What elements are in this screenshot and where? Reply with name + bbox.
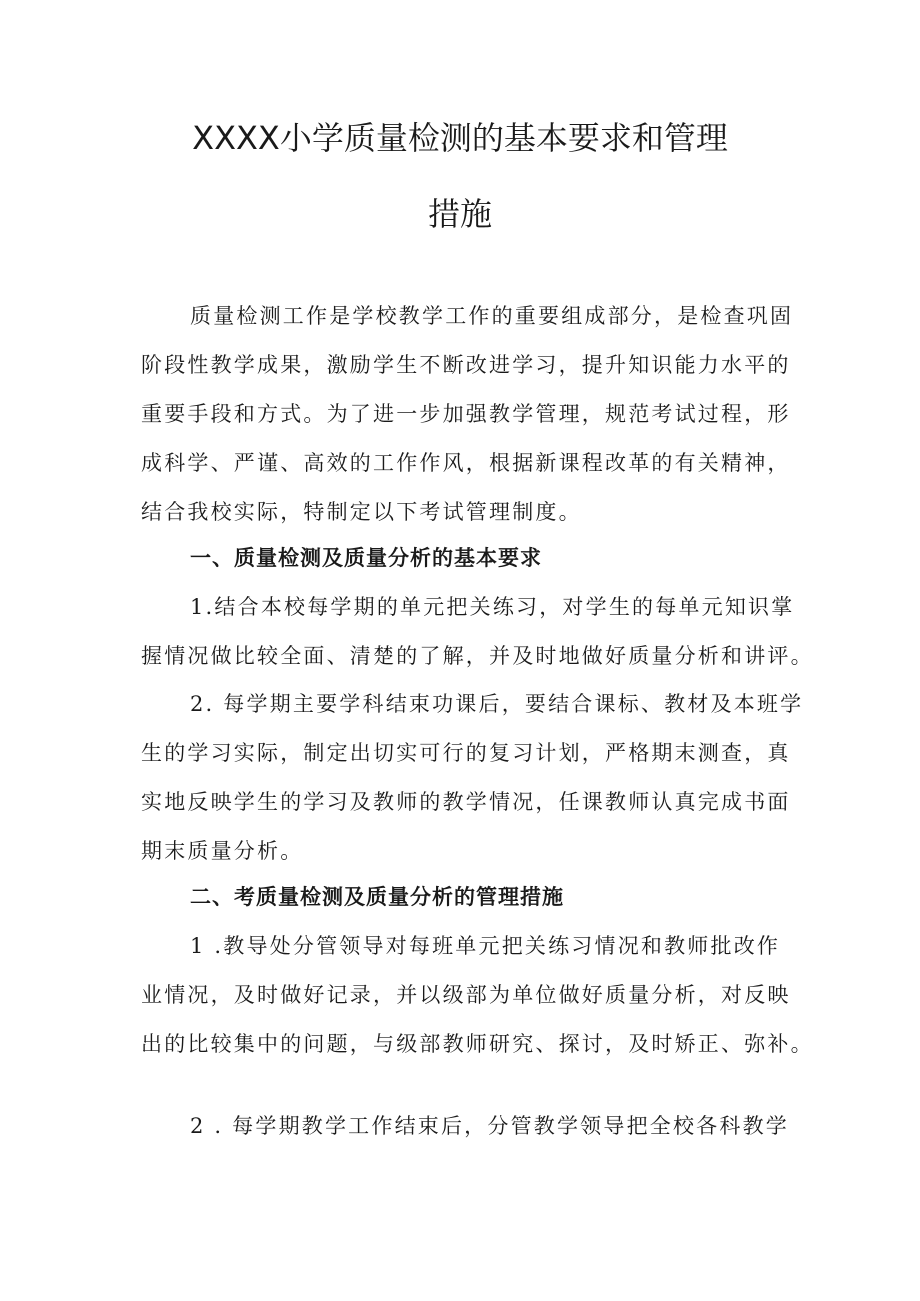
document-title-line-1: XXXX小学质量检测的基本要求和管理 [192,119,728,157]
s1-item2-line: 2. 每学期主要学科结束功课后，要结合课标、教材及本班学 [190,692,804,716]
s2-item1-line: 出的比较集中的问题，与级部教师研究、探讨，及时矫正、弥补。 [141,1032,814,1056]
document-title-line-2: 措施 [427,195,492,233]
intro-line: 成科学、严谨、高效的工作作风，根据新课程改革的有关精神， [141,451,791,475]
s1-item2-line: 实地反映学生的学习及教师的教学情况，任课教师认真完成书面 [141,790,791,814]
intro-line: 结合我校实际，特制定以下考试管理制度。 [141,500,582,524]
s1-item2-line: 生的学习实际，制定出切实可行的复习计划，严格期末测查，真 [141,741,791,765]
intro-line: 阶段性教学成果，激励学生不断改进学习，提升知识能力水平的 [141,353,791,377]
s2-item1-line: 业情况，及时做好记录，并以级部为单位做好质量分析，对反映 [141,983,791,1007]
s1-item2-line: 期末质量分析。 [141,839,304,863]
s2-item1-line: 1 .教导处分管领导对每班单元把关练习情况和教师批改作 [190,934,781,958]
s1-item1-line: 1.结合本校每学期的单元把关练习，对学生的每单元知识掌 [190,595,795,619]
intro-line: 重要手段和方式。为了进一步加强教学管理，规范考试过程，形 [141,402,791,426]
section-2-heading: 二、考质量检测及质量分析的管理措施 [190,885,564,909]
s1-item1-line: 握情况做比较全面、清楚的了解，并及时地做好质量分析和讲评。 [141,644,814,668]
s2-item2-line: 2 . 每学期教学工作结束后，分管教学领导把全校各科教学 [190,1114,789,1138]
section-1-heading: 一、质量检测及质量分析的基本要求 [190,546,542,570]
intro-line: 质量检测工作是学校教学工作的重要组成部分，是检查巩固 [190,304,794,328]
